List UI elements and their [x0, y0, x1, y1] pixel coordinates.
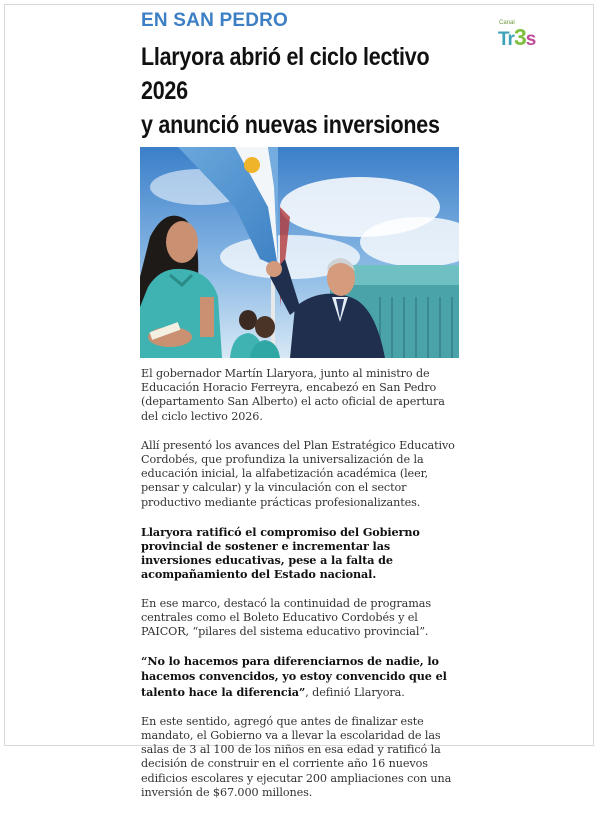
quote-attribution: , definió Llaryora. — [305, 685, 405, 699]
logo-s: s — [525, 29, 536, 50]
paragraph-1: El gobernador Martín Llaryora, junto al ministro de Educación Horacio Ferreyra, encabezó en San Pedro (departamento San Alberto) el acto oficial de apertura del ciclo lectivo 2026. — [141, 367, 445, 423]
paragraph-6: En este sentido, agregó que antes de finalizar este mandato, el Gobierno va a llevar la escolaridad de las salas de 3 al 100 de los niños en esa edad y ratificó la decisión de construir en el corriente año 16 nuevos edificios escolares y ejecutar 200 ampliaciones con una inversión de $67.000 millones. — [141, 714, 452, 799]
article-body — [141, 367, 461, 815]
article-photo — [140, 147, 459, 358]
logo-main-text — [498, 24, 535, 51]
paragraph-3-highlight: Llaryora ratificó el compromiso del Gobierno provincial de sostener e incrementar las inversiones educativas, pese a la falta de acompañamiento del Estado nacional. — [141, 524, 420, 582]
paragraph-2: Allí presentó los avances del Plan Estratégico Educativo Cordobés, que profundiza la universalización de la educación inicial, la alfabetización académica (leer, pensar y calcular) y la vinculación con el sector productivo mediante prácticas profesionalizantes. — [141, 438, 455, 509]
logo-small-text: Canal — [499, 20, 515, 26]
paragraph-5 — [141, 654, 461, 700]
channel-logo — [496, 20, 542, 52]
section-label: EN SAN PEDRO — [141, 10, 289, 31]
photo-illustration — [140, 147, 459, 358]
logo-three: 3 — [513, 24, 526, 50]
headline-line-1: Llaryora abrió el ciclo lectivo 2026 — [141, 43, 430, 105]
logo-tr: Tr — [498, 29, 514, 50]
quote: “No lo hacemos para diferenciarnos de nadie, lo hacemos convencidos, yo estoy convencido que el talento hace la diferencia” — [141, 654, 447, 699]
paragraph-4: En ese marco, destacó la continuidad de programas centrales como el Boleto Educativo Cordobés y el PAICOR, “pilares del sistema educativo provincial”. — [141, 596, 431, 639]
headline-line-2: y anunció nuevas inversiones — [141, 111, 440, 139]
